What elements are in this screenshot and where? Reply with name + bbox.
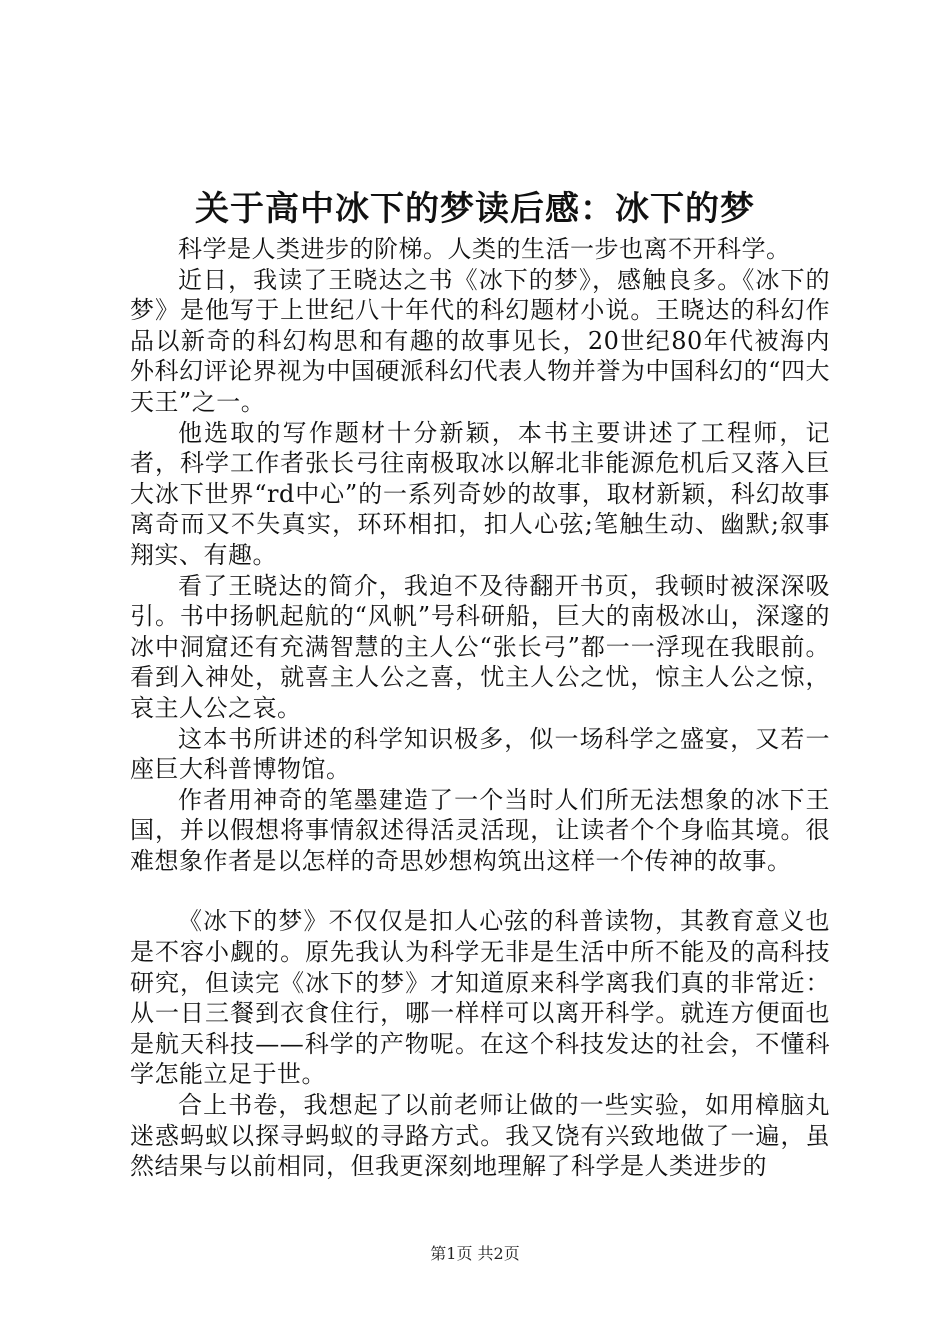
paragraph: 近日，我读了王晓达之书《冰下的梦》，感触良多。《冰下的梦》是他写于上世纪八十年代的科幻题材小说。王晓达的科幻作品以新奇的科幻构思和有趣的故事见长，20世纪80年代被海内外科幻评论界视为中国硬派科幻代表人物并誉为中国科幻的“四大天王”之一。: [130, 265, 830, 416]
paragraph: 这本书所讲述的科学知识极多，似一场科学之盛宴，又若一座巨大科普博物馆。: [130, 724, 830, 784]
paragraph: 科学是人类进步的阶梯。人类的生活一步也离不开科学。: [178, 235, 791, 263]
page-number-footer: 第1页 共2页: [430, 1244, 520, 1263]
paragraph: 看了王晓达的简介，我迫不及待翻开书页，我顿时被深深吸引。书中扬帆起航的“风帆”号科研船，巨大的南极冰山，深邃的冰中洞窟还有充满智慧的主人公“张长弓”都一一浮现在我眼前。看到入神处，就喜主人公之喜，忧主人公之忧，惊主人公之惊，哀主人公之哀。: [130, 571, 830, 722]
paragraph: 《冰下的梦》不仅仅是扣人心弦的科普读物，其教育意义也是不容小觑的。原先我认为科学无非是生活中所不能及的高科技研究，但读完《冰下的梦》才知道原来科学离我们真的非常近：从一日三餐到衣食住行，哪一样样可以离开科学。就连方便面也是航天科技——科学的产物呢。在这个科技发达的社会，不懂科学怎能立足于世。: [130, 907, 830, 1089]
paragraph: 合上书卷，我想起了以前老师让做的一些实验，如用樟脑丸迷惑蚂蚁以探寻蚂蚁的寻路方式。我又饶有兴致地做了一遍，虽然结果与以前相同，但我更深刻地理解了科学是人类进步的: [130, 1091, 830, 1181]
document-body: [130, 234, 830, 1182]
paragraph: 作者用神奇的笔墨建造了一个当时人们所无法想象的冰下王国，并以假想将事情叙述得活灵活现，让读者个个身临其境。很难想象作者是以怎样的奇思妙想构筑出这样一个传神的故事。: [130, 785, 830, 875]
document-title: 关于高中冰下的梦读后感：冰下的梦: [195, 189, 755, 229]
paragraph: 他选取的写作题材十分新颖，本书主要讲述了工程师，记者，科学工作者张长弓往南极取冰以解北非能源危机后又落入巨大冰下世界“rd中心”的一系列奇妙的故事，取材新颖，科幻故事离奇而又不失真实，环环相扣，扣人心弦;笔触生动、幽默;叙事翔实、有趣。: [130, 418, 830, 569]
